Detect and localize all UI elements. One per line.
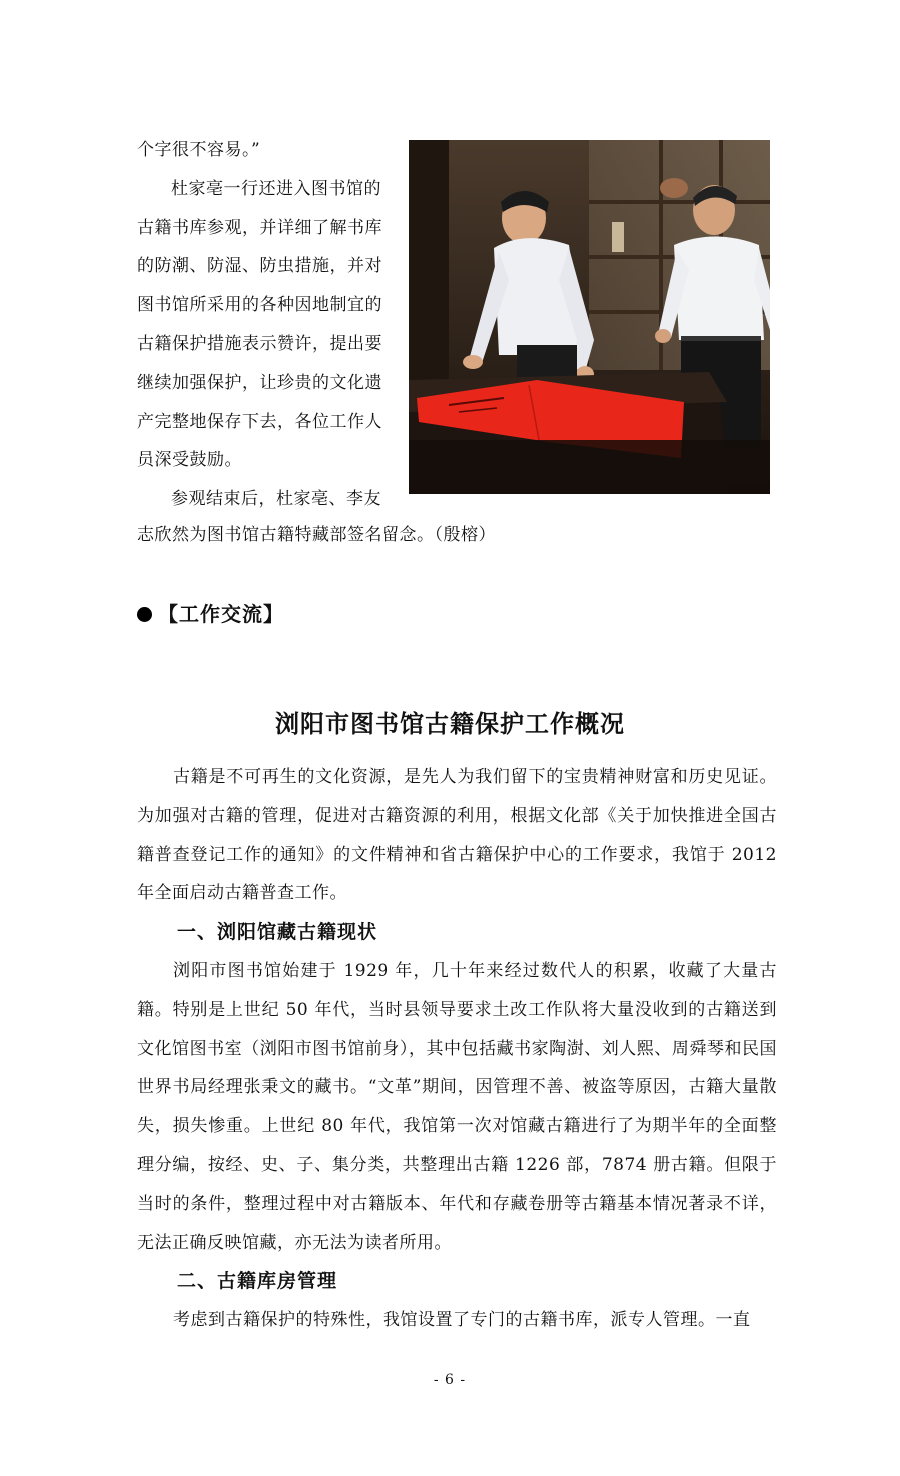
text-line: 志欣然为图书馆古籍特藏部签名留念。（殷榕） [137,525,496,545]
text-line: 图书馆所采用的各种因地制宜的 [137,295,382,316]
caption-continuation [137,516,777,555]
heading-storage-management: 二、古籍库房管理 [177,1270,338,1293]
text-line: 继续加强保护，让珍贵的文化遗 [137,372,382,393]
news-photo [409,140,770,494]
bullet-icon [137,607,152,622]
intro-paragraph: 古籍是不可再生的文化资源，是先人为我们留下的宝贵精神财富和历史见证。为加强对古籍的管理，促进对古籍资源的利用，根据文化部《关于加快推进全国古籍普查登记工作的通知》的文件精神和省古籍保护中心的工作要求，我馆于 2012 年全面启动古籍普查工作。 [137,767,777,904]
left-column-text [137,131,399,519]
text-line: 的防潮、防湿、防虫措施，并对 [137,256,382,277]
article-body [137,758,777,1340]
article-title: 浏阳市图书馆古籍保护工作概况 [275,710,625,738]
paragraph-collection-status: 浏阳市图书馆始建于 1929 年，几十年来经过数代人的积累，收藏了大量古籍。特别是上世纪 50 年代，当时县领导要求土改工作队将大量没收到的古籍送到文化馆图书室（浏阳市图书馆前身），其中包括藏书家陶澍、刘人熙、周舜琴和民国世界书局经理张秉文的藏书。“文革”期间，因管理不善、被盗等原因，古籍大量散失，损失惨重。上世纪 80 年代，我馆第一次对馆藏古籍进行了为期半年的全面整理分编，按经、史、子、集分类，共整理出古籍 1226 部，7874 册古籍。但限于当时的条件，整理过程中对古籍版本、年代和存藏卷册等古籍基本情况著录不详，无法正确反映馆藏，亦无法为读者所用。 [137,960,777,1253]
section-tag-label: 【工作交流】 [158,602,284,626]
text-line: 古籍书库参观，并详细了解书库 [137,217,382,238]
text-line: 参观结束后，杜家亳、李友 [171,489,381,510]
page-number: - 6 - [433,1372,467,1388]
paragraph-storage-management: 考虑到古籍保护的特殊性，我馆设置了专门的古籍书库，派专人管理。一直 [173,1310,751,1331]
section-tag [137,598,284,627]
text-line: 杜家亳一行还进入图书馆的 [171,178,381,199]
heading-collection-status: 一、浏阳馆藏古籍现状 [177,921,378,944]
text-line: 产完整地保存下去，各位工作人 [137,411,382,432]
photo-illustration [409,140,770,494]
text-line: 员深受鼓励。 [137,450,242,471]
text-line: 古籍保护措施表示赞许，提出要 [137,333,382,354]
text-line: 个字很不容易。” [137,140,261,160]
